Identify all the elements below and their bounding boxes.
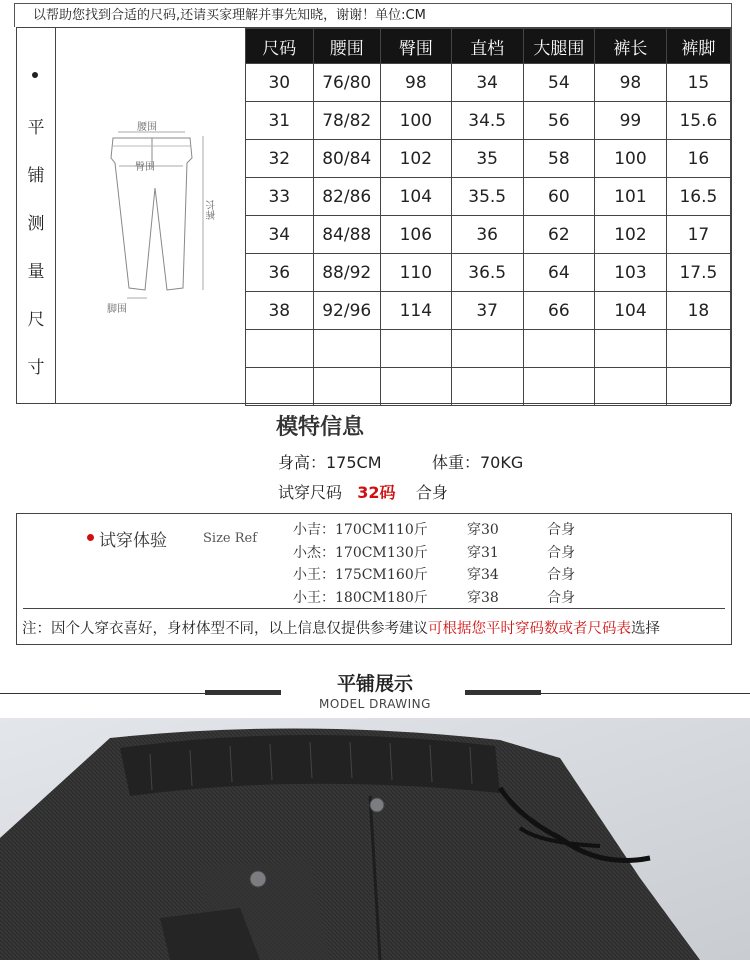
table-cell [666,368,730,406]
column-header: 裤脚 [666,29,730,64]
table-cell: 60 [523,178,594,216]
size-table-header [246,29,731,64]
side-label-char: 尺 [27,310,45,330]
trial-row [293,564,609,587]
trial-subtitle: Size Ref [203,531,258,546]
table-cell: 66 [523,292,594,330]
trial-cell: 合身 [547,522,575,538]
table-row [246,216,731,254]
showcase-title: 平铺展示 [336,673,413,695]
table-row [246,140,731,178]
table-cell: 18 [666,292,730,330]
product-photo [0,718,750,960]
table-cell: 102 [380,140,451,178]
table-cell: 16.5 [666,178,730,216]
table-cell [451,368,523,406]
side-label-text [24,104,48,392]
table-cell: 106 [380,216,451,254]
table-cell [451,330,523,368]
table-cell: 30 [246,64,314,102]
table-cell: 34.5 [451,102,523,140]
trial-cell: 合身 [547,544,575,561]
model-weight: 体重：70KG [432,453,524,472]
table-cell [313,330,380,368]
trial-cell: 170CM [335,522,387,538]
trial-cell: 110斤 [387,522,428,538]
trial-cell: 180CM [335,589,387,606]
trial-note [22,617,660,638]
column-header: 直档 [451,29,523,64]
table-cell: 15 [666,64,730,102]
table-cell: 82/86 [313,178,380,216]
side-label-char: 测 [27,214,45,234]
trial-cell: 160斤 [387,567,428,583]
table-cell: 114 [380,292,451,330]
table-cell [595,368,667,406]
table-cell: 34 [246,216,314,254]
table-cell: 98 [595,64,667,102]
column-header: 腰围 [313,29,380,64]
table-cell: 17.5 [666,254,730,292]
table-cell: 54 [523,64,594,102]
side-label [17,28,56,403]
trial-cell: 175CM [335,567,387,583]
length-label: 裤长 [207,200,218,220]
table-cell: 76/80 [313,64,380,102]
table-cell: 100 [595,140,667,178]
table-cell [380,368,451,406]
column-header: 大腿围 [523,29,594,64]
table-cell: 101 [595,178,667,216]
trial-cell: 穿34 [467,567,499,583]
trial-cell: 170CM [335,544,387,561]
table-cell: 80/84 [313,140,380,178]
trial-cell: 穿30 [467,522,499,538]
table-cell [595,330,667,368]
table-cell: 32 [246,140,314,178]
table-cell [246,330,314,368]
trial-cell: 小王： [293,567,335,583]
table-cell [246,368,314,406]
bullet-icon [32,72,38,78]
trial-cell: 穿31 [467,544,499,561]
note-end: 选择 [631,621,660,637]
divider [23,608,725,609]
table-cell: 34 [451,64,523,102]
table-cell: 38 [246,292,314,330]
pants-diagram [55,28,246,403]
pants-photo-image [0,718,750,960]
table-row [246,368,731,406]
table-row [246,254,731,292]
side-label-char: 铺 [27,166,45,186]
table-cell: 103 [595,254,667,292]
side-label-char: 寸 [27,358,45,378]
trial-cell: 小吉： [293,522,335,538]
side-label-char: 平 [27,118,45,138]
trial-experience-box [16,513,732,645]
trial-cell: 合身 [547,589,575,606]
table-cell: 36 [451,216,523,254]
model-try-size-line [278,480,448,503]
trial-cell: 穿38 [467,589,499,606]
table-cell [523,368,594,406]
table-row [246,64,731,102]
table-cell: 104 [380,178,451,216]
showcase-subtitle: MODEL DRAWING [319,697,431,711]
table-cell: 37 [451,292,523,330]
try-size-value: 32码 [357,483,396,502]
size-table [245,28,731,406]
table-cell: 36.5 [451,254,523,292]
trial-cell: 合身 [547,567,575,583]
note-plain: 注：因个人穿衣喜好，身材体型不同，以上信息仅提供参考建议 [22,621,428,637]
table-cell: 100 [380,102,451,140]
table-row [246,330,731,368]
model-height: 身高：175CM [278,453,382,472]
side-label-char: 量 [27,262,45,282]
table-cell: 104 [595,292,667,330]
trial-rows [293,519,609,609]
table-row [246,102,731,140]
hip-label: 臀围 [135,162,155,173]
table-row [246,178,731,216]
table-cell: 35 [451,140,523,178]
table-cell: 33 [246,178,314,216]
table-cell: 15.6 [666,102,730,140]
table-cell [380,330,451,368]
table-row [246,292,731,330]
table-cell [523,330,594,368]
intro-text: 以帮助您找到合适的尺码,还请买家理解并事先知晓，谢谢！单位:CM [14,3,732,27]
model-info-title: 模特信息 [276,415,365,440]
table-cell: 98 [380,64,451,102]
table-cell: 62 [523,216,594,254]
table-cell: 64 [523,254,594,292]
table-cell [666,330,730,368]
table-cell: 92/96 [313,292,380,330]
table-cell: 56 [523,102,594,140]
table-cell: 36 [246,254,314,292]
table-cell [313,368,380,406]
table-cell: 84/88 [313,216,380,254]
trial-row [293,542,609,565]
trial-row [293,519,609,542]
note-highlight: 可根据您平时穿码数或者尺码表 [428,621,631,637]
table-cell: 58 [523,140,594,178]
table-cell: 110 [380,254,451,292]
hem-label: 脚围 [107,304,127,315]
trial-cell: 130斤 [387,544,428,561]
trial-title: 试穿体验 [99,531,167,551]
try-fit: 合身 [415,483,448,502]
table-cell: 102 [595,216,667,254]
table-cell: 99 [595,102,667,140]
trial-cell: 180斤 [387,589,428,606]
table-cell: 35.5 [451,178,523,216]
table-cell: 88/92 [313,254,380,292]
column-header: 裤长 [595,29,667,64]
size-chart [16,27,732,404]
trial-row [293,587,609,610]
trial-cell: 小杰： [293,544,335,561]
table-cell: 17 [666,216,730,254]
column-header: 尺码 [246,29,314,64]
table-cell: 16 [666,140,730,178]
red-dot-icon [87,534,94,541]
waist-label: 腰围 [137,122,157,133]
trial-cell: 小王： [293,589,335,606]
table-cell: 31 [246,102,314,140]
column-header: 臀围 [380,29,451,64]
try-size-label: 试穿尺码 [278,483,343,502]
table-cell: 78/82 [313,102,380,140]
